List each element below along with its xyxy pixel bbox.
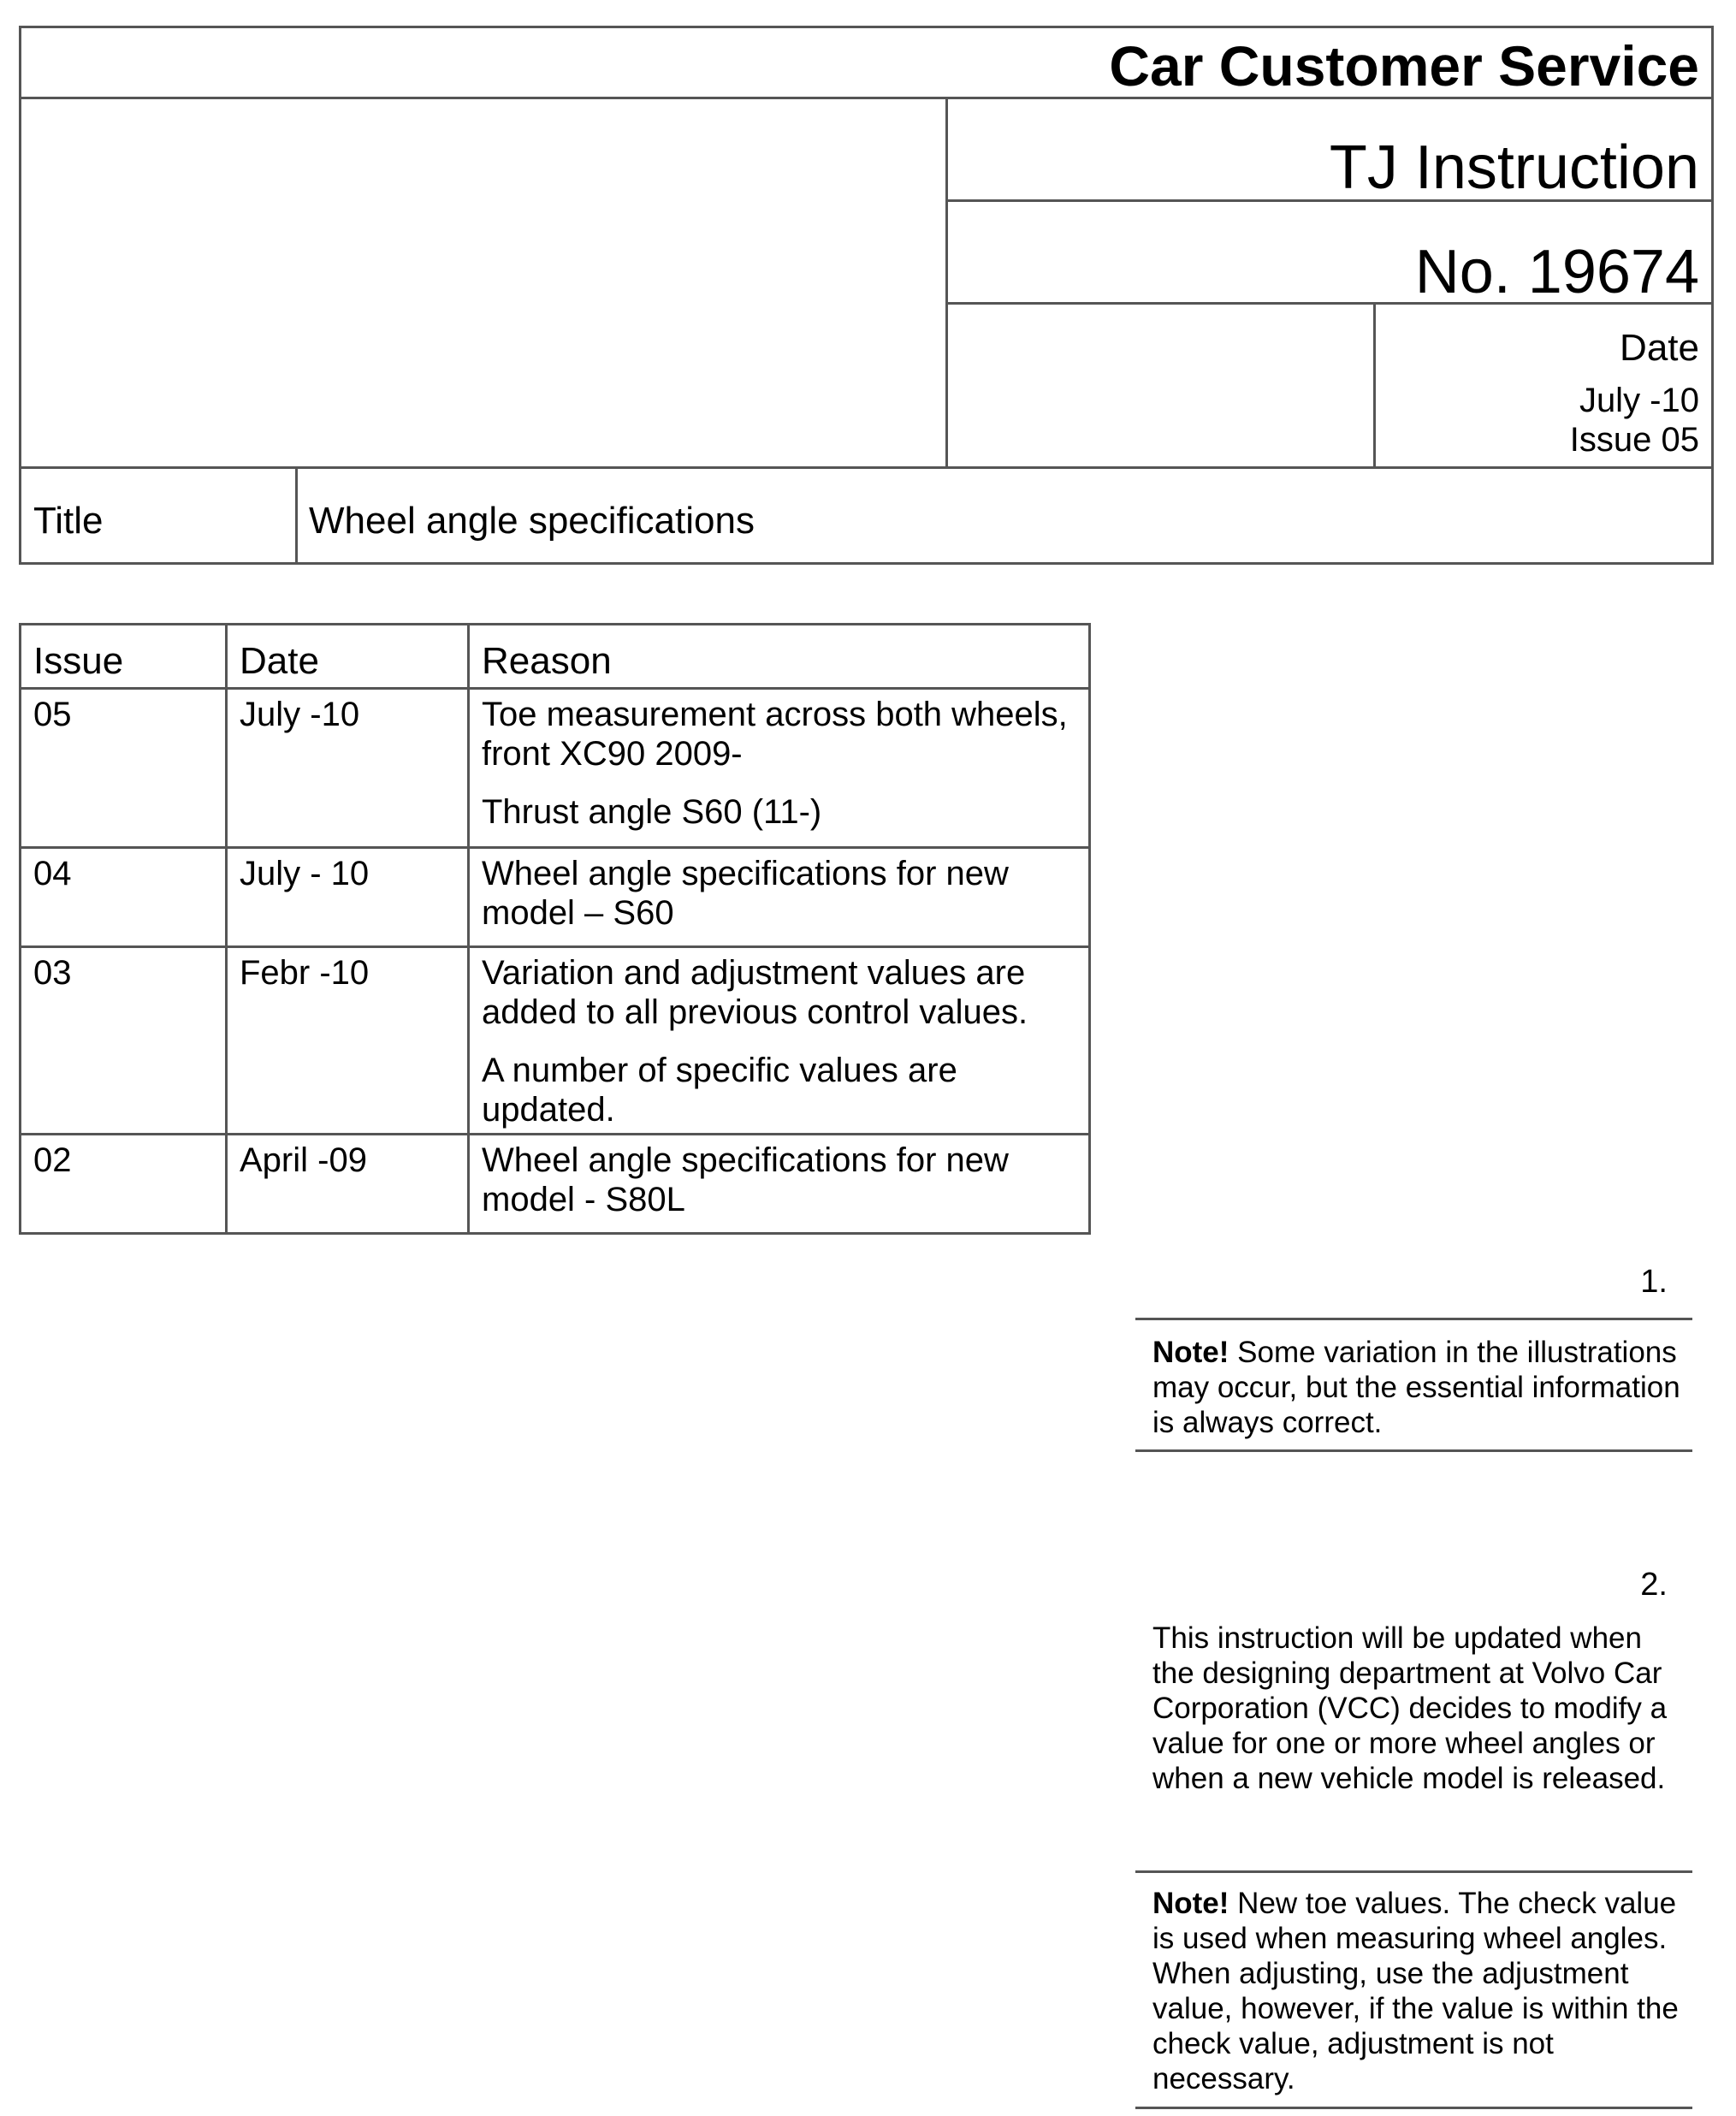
- issue-cell: 05: [21, 689, 227, 848]
- revision-table: [19, 623, 1091, 1235]
- reason-cell: [469, 947, 1090, 1135]
- table-row: [21, 689, 1090, 848]
- column-header-issue: Issue: [21, 625, 227, 689]
- date-block: [1570, 381, 1699, 459]
- date-value: July -10: [1579, 382, 1699, 419]
- note-lead: Note!: [1152, 1887, 1229, 1920]
- header-divider: [295, 466, 298, 562]
- table-header-row: [21, 625, 1090, 689]
- date-cell: July -10: [227, 689, 469, 848]
- title-label: Title: [33, 500, 104, 542]
- note-box: [1152, 1335, 1687, 1440]
- reason-cell: [469, 1135, 1090, 1234]
- reason-text: Wheel angle specifications for new model – S60: [482, 855, 1009, 932]
- document-header: [19, 26, 1714, 565]
- document-type: TJ Instruction: [1329, 133, 1699, 202]
- document-number: No. 19674: [1414, 238, 1699, 306]
- company-name: Car Customer Service: [1109, 34, 1699, 98]
- note-box: [1152, 1886, 1687, 2096]
- reason-text: Wheel angle specifications for new model - S80L: [482, 1141, 1009, 1218]
- reason-text: Thrust angle S60 (11-): [482, 793, 822, 831]
- table-row: [21, 848, 1090, 947]
- table-row: [21, 1135, 1090, 1234]
- reason-text: Variation and adjustment values are added to all previous control values.: [482, 954, 1028, 1031]
- reason-cell: [469, 848, 1090, 947]
- column-header-reason: Reason: [469, 625, 1090, 689]
- date-cell: April -09: [227, 1135, 469, 1234]
- reason-text: A number of specific values are updated.: [482, 1052, 957, 1129]
- header-divider: [1373, 302, 1376, 466]
- step-number: 2.: [1640, 1567, 1668, 1603]
- note-text: New toe values. The check value is used when measuring wheel angles. When adjusting, use the adjustment value, however, if the value is within the check value, adjustment is not necessary.: [1152, 1887, 1679, 2095]
- step-number: 1.: [1640, 1264, 1668, 1300]
- issue-value: Issue 05: [1569, 421, 1699, 459]
- issue-cell: 02: [21, 1135, 227, 1234]
- issue-cell: 03: [21, 947, 227, 1135]
- note-rule: [1135, 1318, 1692, 1320]
- reason-text: Toe measurement across both wheels, front XC90 2009-: [482, 696, 1068, 773]
- note-lead: Note!: [1152, 1336, 1229, 1369]
- reason-cell: [469, 689, 1090, 848]
- date-cell: Febr -10: [227, 947, 469, 1135]
- note-rule: [1135, 2107, 1692, 2109]
- table-row: [21, 947, 1090, 1135]
- header-divider: [945, 97, 948, 466]
- header-divider: [21, 466, 1711, 469]
- column-header-date: Date: [227, 625, 469, 689]
- instruction-paragraph: This instruction will be updated when the designing department at Volvo Car Corporation (VCC) decides to modify a value for one or more wheel angles or when a new vehicle model is released.: [1152, 1621, 1668, 1795]
- date-cell: July - 10: [227, 848, 469, 947]
- document-title: Wheel angle specifications: [309, 500, 755, 542]
- note-rule: [1135, 1449, 1692, 1452]
- note-rule: [1135, 1870, 1692, 1873]
- date-label: Date: [1620, 327, 1699, 369]
- note-text: Some variation in the illustrations may occur, but the essential information is always correct.: [1152, 1336, 1680, 1439]
- issue-cell: 04: [21, 848, 227, 947]
